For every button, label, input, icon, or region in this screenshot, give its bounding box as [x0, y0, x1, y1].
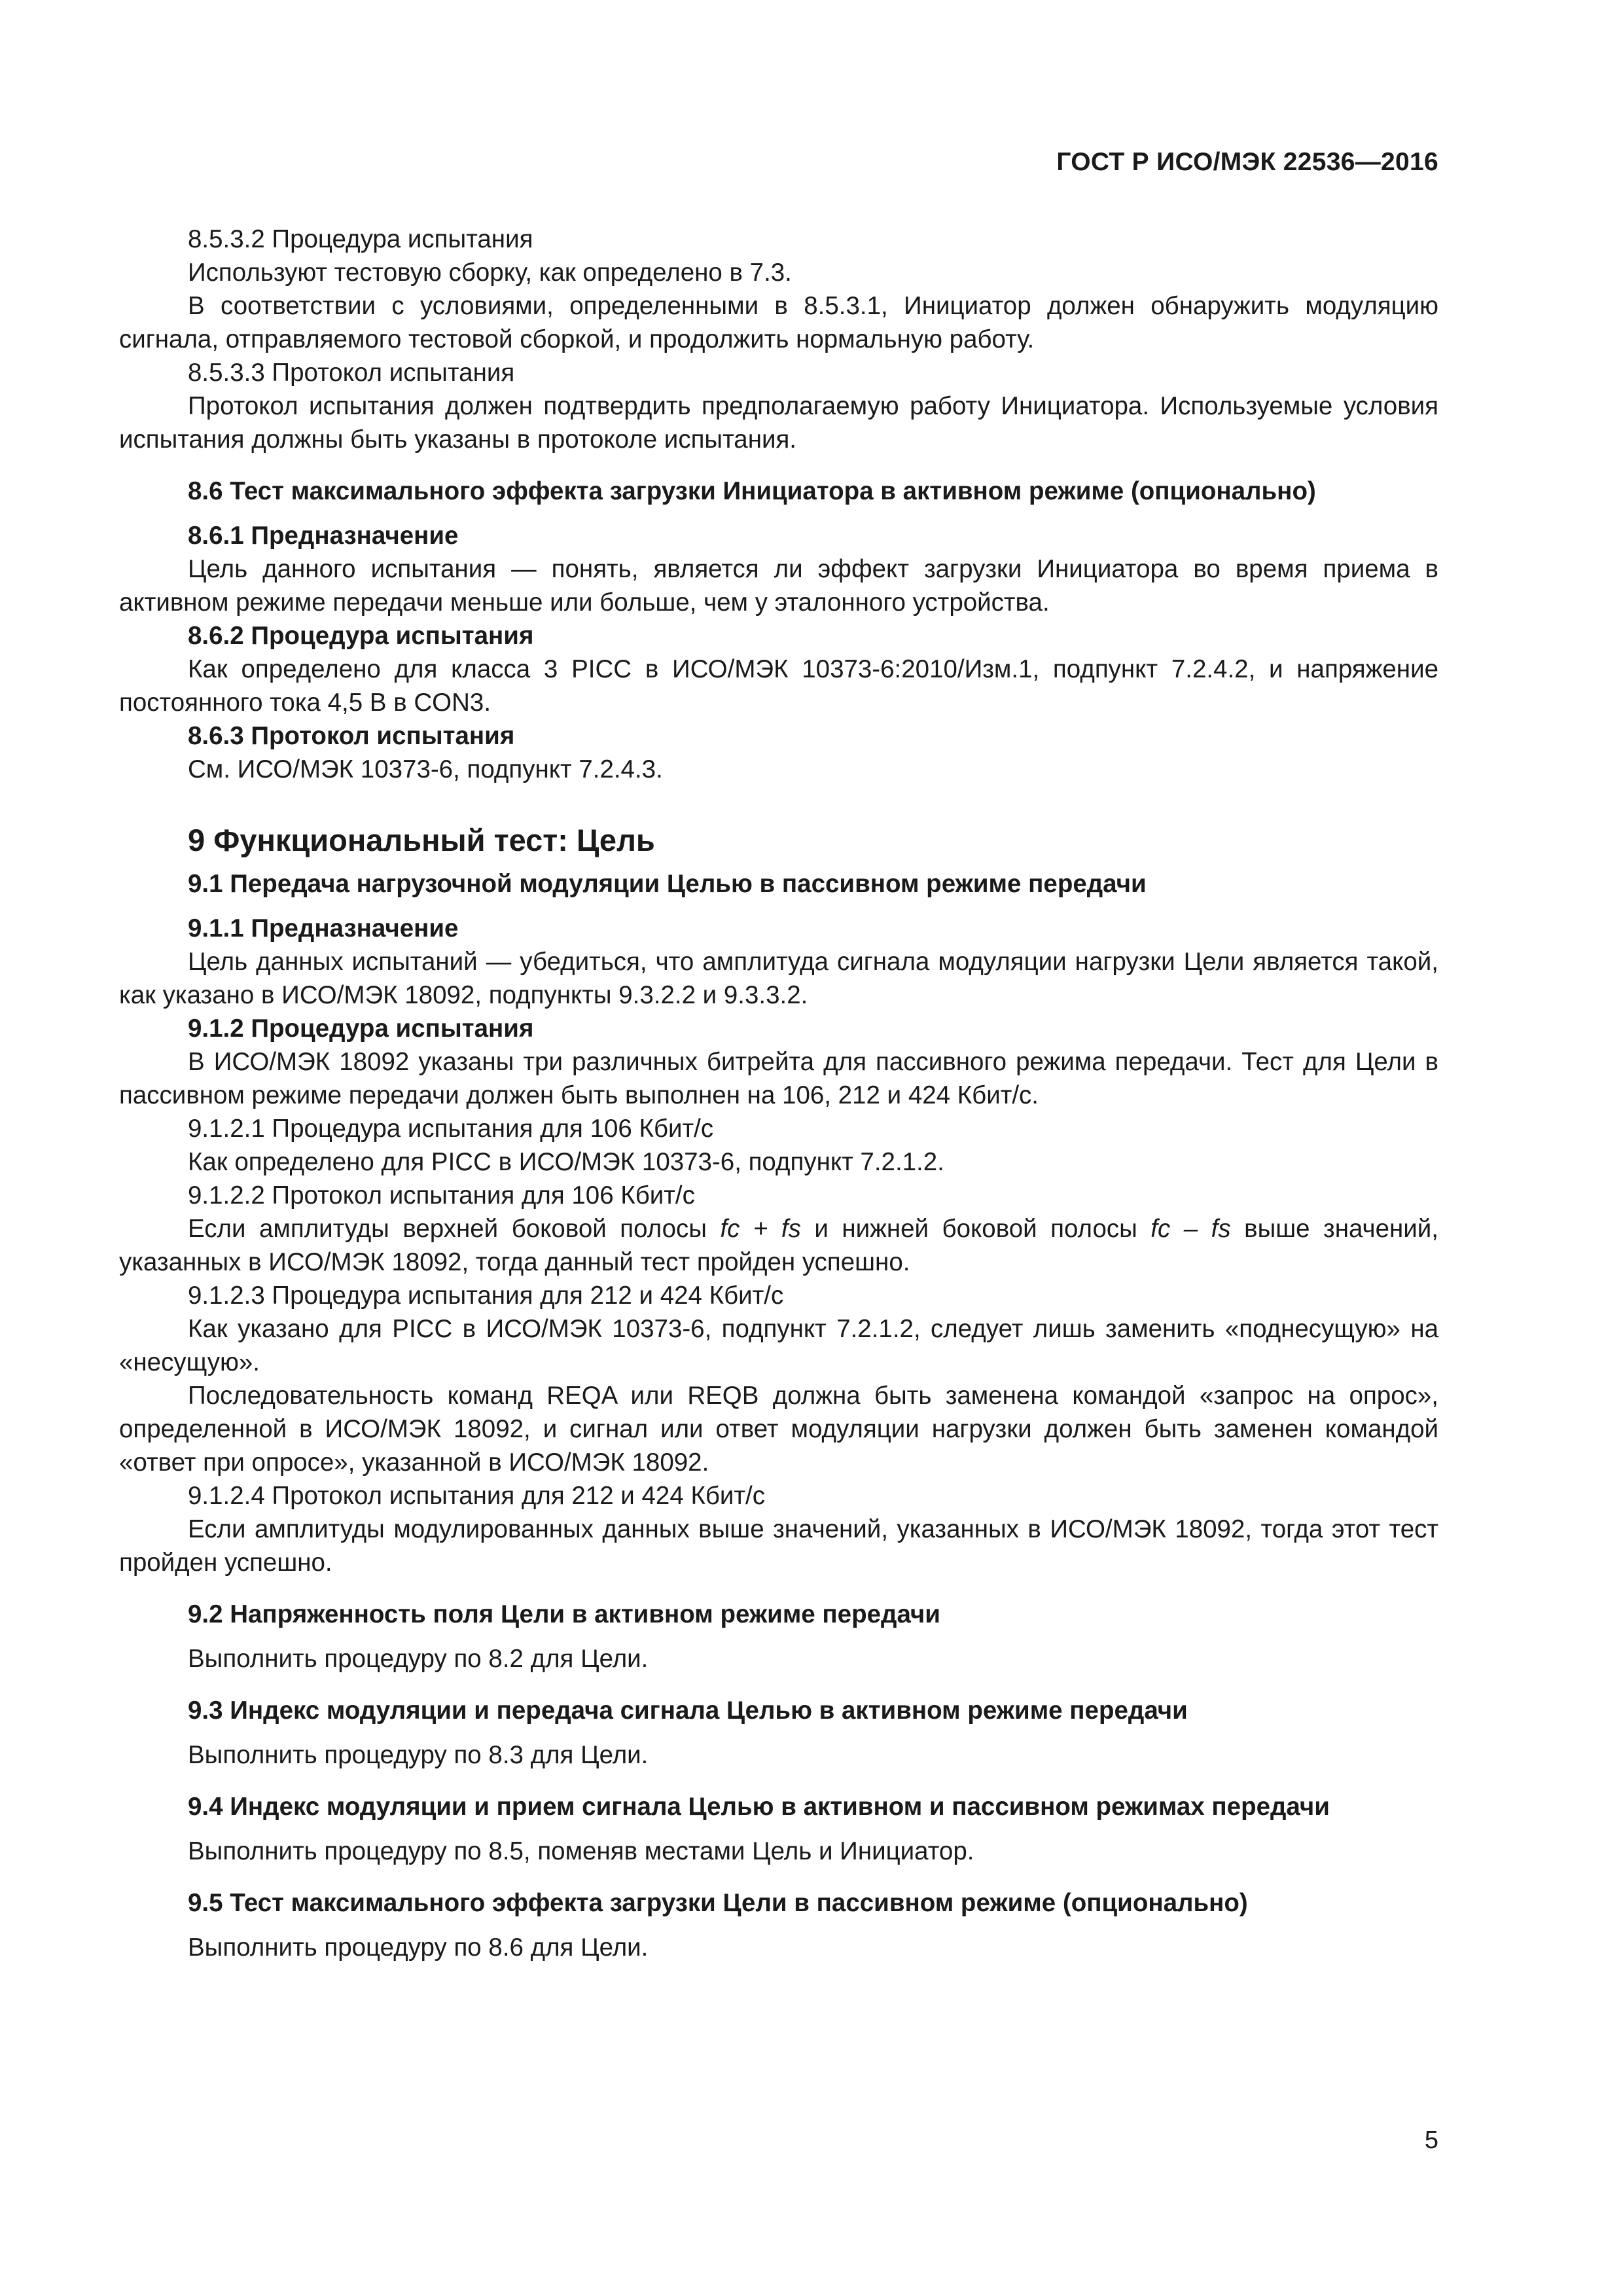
paragraph: Выполнить процедуру по 8.2 для Цели. [188, 1645, 649, 1673]
paragraph: В соответствии с условиями, определенными в 8.5.3.1, Инициатор должен обнаружить модуляцию сигнала, отправляемого тестовой сборкой, и продолжить нормальную работу. [119, 292, 1438, 353]
clause-8-5-3-2-title: 8.5.3.2 Процедура испытания [188, 225, 533, 253]
formula-upper-sideband: fc + fs [720, 1215, 801, 1243]
subsection-8-6-1-heading: 8.6.1 Предназначение [188, 522, 459, 550]
text-run: выше значений, указанных в ИСО/МЭК 18092, тогда данный тест пройден успешно. [119, 1215, 1438, 1276]
paragraph: Выполнить процедуру по 8.6 для Цели. [188, 1933, 649, 1962]
formula-lower-sideband: fc – fs [1150, 1215, 1231, 1243]
paragraph: Если амплитуды модулированных данных выше значений, указанных в ИСО/МЭК 18092, тогда этот тест пройден успешно. [119, 1515, 1438, 1577]
clause-9-1-2-4-title: 9.1.2.4 Протокол испытания для 212 и 424 Кбит/с [188, 1482, 766, 1510]
subsection-8-6-3-heading: 8.6.3 Протокол испытания [188, 722, 515, 750]
section-9-4-heading: 9.4 Индекс модуляции и прием сигнала Целью в активном и пассивном режимах передачи [188, 1793, 1330, 1821]
document-body [119, 223, 1438, 1964]
paragraph-sideband [119, 1212, 1438, 1279]
paragraph: Как определено для класса 3 PICC в ИСО/МЭК 10373-6:2010/Изм.1, подпункт 7.2.4.2, и напряжение постоянного тока 4,5 В в CON3. [119, 655, 1438, 717]
paragraph: Цель данных испытаний — убедиться, что амплитуда сигнала модуляции нагрузки Цели является такой, как указано в ИСО/МЭК 18092, подпункты 9.3.2.2 и 9.3.3.2. [119, 948, 1438, 1009]
text-run: Если амплитуды верхней боковой полосы [188, 1215, 721, 1243]
section-9-1-heading: 9.1 Передача нагрузочной модуляции Целью в пассивном режиме передачи [188, 870, 1147, 898]
paragraph: Как указано для PICC в ИСО/МЭК 10373-6, подпункт 7.2.1.2, следует лишь заменить «поднесущую» на «несущую». [119, 1315, 1438, 1376]
subsection-8-6-2-heading: 8.6.2 Процедура испытания [188, 622, 534, 650]
page-number: 5 [1424, 2126, 1438, 2154]
paragraph: См. ИСО/МЭК 10373-6, подпункт 7.2.4.3. [188, 755, 663, 783]
section-9-2-heading: 9.2 Напряженность поля Цели в активном режиме передачи [188, 1600, 940, 1628]
text-run: и нижней боковой полосы [800, 1215, 1151, 1243]
paragraph: В ИСО/МЭК 18092 указаны три различных битрейта для пассивного режима передачи. Тест для Цели в пассивном режиме передачи должен быть выполнен на 106, 212 и 424 Кбит/с. [119, 1048, 1438, 1109]
section-8-6-heading: 8.6 Тест максимального эффекта загрузки Инициатора в активном режиме (опционально) [188, 477, 1316, 505]
paragraph: Цель данного испытания — понять, является ли эффект загрузки Инициатора во время приема в активном режиме передачи меньше или больше, чем у эталонного устройства. [119, 555, 1438, 617]
paragraph: Используют тестовую сборку, как определено в 7.3. [188, 259, 792, 287]
clause-9-1-2-2-title: 9.1.2.2 Протокол испытания для 106 Кбит/с [188, 1181, 695, 1210]
paragraph: Протокол испытания должен подтвердить предполагаемую работу Инициатора. Используемые условия испытания должны быть указаны в протоколе испытания. [119, 392, 1438, 454]
clause-9-1-2-3-title: 9.1.2.3 Процедура испытания для 212 и 424 Кбит/с [188, 1282, 784, 1310]
clause-8-5-3-3-title: 8.5.3.3 Протокол испытания [188, 359, 515, 387]
clause-9-1-2-1-title: 9.1.2.1 Процедура испытания для 106 Кбит/с [188, 1115, 714, 1143]
subsection-9-1-2-heading: 9.1.2 Процедура испытания [188, 1014, 534, 1043]
section-9-5-heading: 9.5 Тест максимального эффекта загрузки Цели в пассивном режиме (опционально) [188, 1889, 1248, 1917]
paragraph: Выполнить процедуру по 8.3 для Цели. [188, 1741, 649, 1769]
paragraph: Как определено для PICC в ИСО/МЭК 10373-6, подпункт 7.2.1.2. [188, 1148, 944, 1176]
section-9-3-heading: 9.3 Индекс модуляции и передача сигнала Целью в активном режиме передачи [188, 1696, 1188, 1725]
paragraph: Выполнить процедуру по 8.5, поменяв местами Цель и Инициатор. [188, 1837, 974, 1865]
subsection-9-1-1-heading: 9.1.1 Предназначение [188, 914, 459, 942]
chapter-9-heading: 9 Функциональный тест: Цель [188, 823, 655, 857]
document-header-id: ГОСТ Р ИСО/МЭК 22536—2016 [1056, 148, 1438, 176]
paragraph: Последовательность команд REQA или REQB должна быть заменена командой «запрос на опрос», определенной в ИСО/МЭК 18092, и сигнал или ответ модуляции нагрузки должен быть заменен командой «ответ при опросе», указанной в ИСО/МЭК 18092. [119, 1382, 1438, 1477]
